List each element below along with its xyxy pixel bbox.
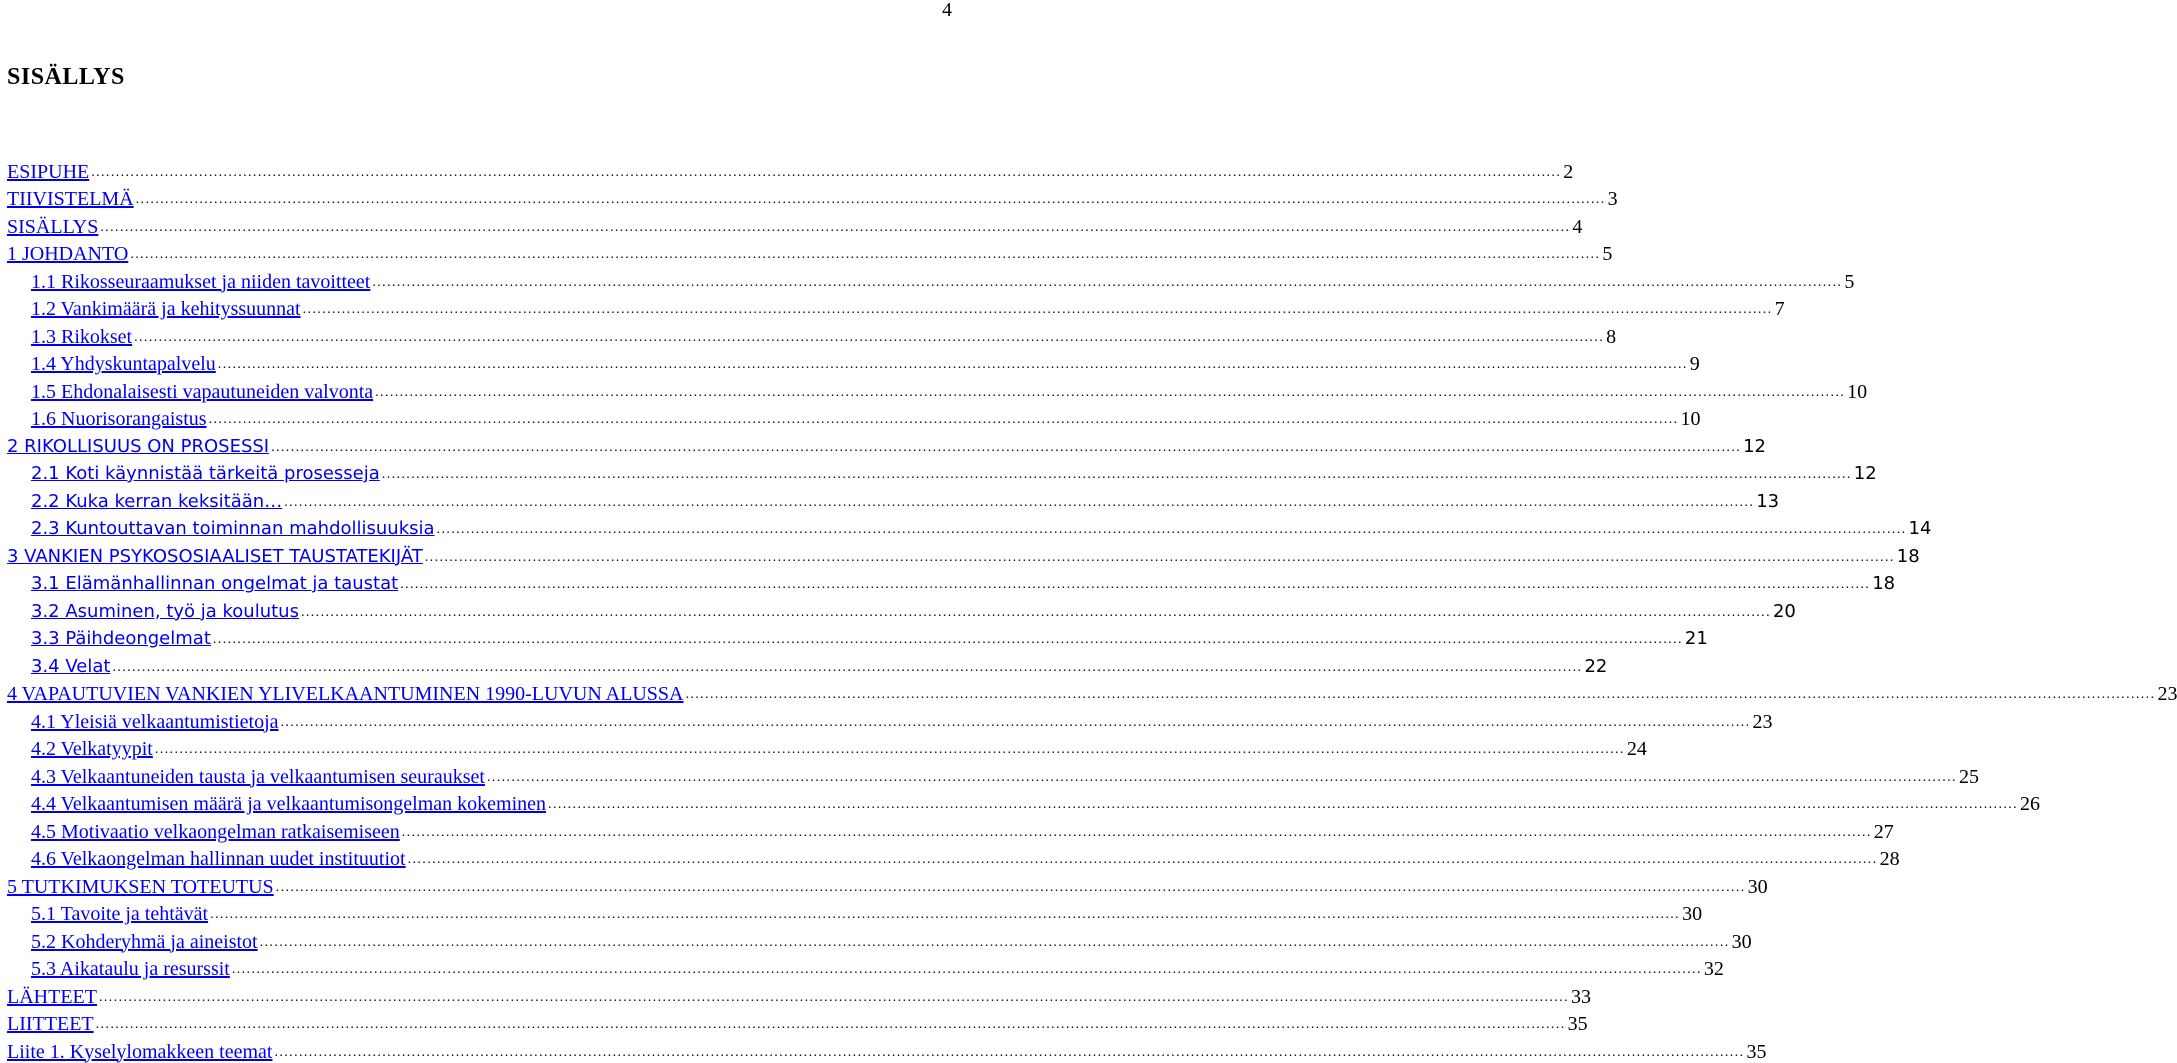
- toc-entry-link[interactable]: 4 VAPAUTUVIEN VANKIEN YLIVELKAANTUMINEN 1990-LUVUN ALUSSA: [7, 683, 684, 705]
- toc-entry-page: 32: [1703, 958, 1724, 980]
- dot-leader: ............................................................................................................................................................................................................................................................................................................: [284, 494, 1755, 510]
- toc-entry-page: 33: [1570, 985, 1591, 1008]
- toc-entry-page: 18: [1896, 545, 1920, 567]
- toc-entry-link[interactable]: 3 VANKIEN PSYKOSOSIAALISET TAUSTATEKIJÄT: [7, 545, 423, 567]
- table-of-contents: [7, 155, 2177, 1063]
- dot-leader: ............................................................................................................................................................................................................................................................................................................: [274, 1044, 1745, 1060]
- toc-entry-page: 12: [1743, 435, 1767, 457]
- toc-entry-link[interactable]: 3.3 Päihdeongelmat: [31, 628, 211, 649]
- dot-leader: ............................................................................................................................................................................................................................................................................................................: [135, 192, 1606, 207]
- toc-entry-page: 30: [1682, 903, 1703, 925]
- toc-entry-link[interactable]: 4.1 Yleisiä velkaantumistietoja: [31, 710, 279, 733]
- dot-leader: ............................................................................................................................................................................................................................................................................................................: [486, 769, 1957, 785]
- toc-entry[interactable]: [7, 458, 1877, 486]
- toc-entry[interactable]: [7, 513, 1932, 541]
- toc-entry-page: 5: [1844, 270, 1855, 293]
- toc-entry-page: 24: [1626, 738, 1647, 760]
- dot-leader: ............................................................................................................................................................................................................................................................................................................: [98, 989, 1569, 1005]
- toc-entry[interactable]: [7, 870, 1768, 898]
- toc-entry-link[interactable]: 3.4 Velat: [31, 655, 111, 677]
- dot-leader: ............................................................................................................................................................................................................................................................................................................: [302, 302, 1773, 317]
- toc-entry[interactable]: [7, 678, 2177, 706]
- page-number: 4: [942, 0, 952, 21]
- toc-entry-page: 22: [1584, 655, 1608, 677]
- toc-entry[interactable]: [7, 238, 1613, 266]
- toc-entry-link[interactable]: 2.2 Kuka kerran keksitään…: [31, 490, 283, 512]
- dot-leader: ............................................................................................................................................................................................................................................................................................................: [95, 1017, 1566, 1032]
- toc-entry[interactable]: [7, 733, 1647, 761]
- toc-entry[interactable]: [7, 265, 1855, 293]
- toc-entry-link[interactable]: 4.6 Velkaongelman hallinnan uudet instituutiot: [31, 848, 406, 870]
- toc-entry-link[interactable]: 1.2 Vankimäärä ja kehityssuunnat: [31, 298, 301, 320]
- dot-leader: ............................................................................................................................................................................................................................................................................................................: [548, 797, 2019, 812]
- toc-entry[interactable]: [7, 815, 1894, 843]
- dot-leader: ............................................................................................................................................................................................................................................................................................................: [436, 522, 1907, 537]
- toc-entry[interactable]: [7, 183, 1618, 211]
- toc-entry[interactable]: [7, 348, 1700, 376]
- toc-entry-page: 10: [1680, 408, 1701, 430]
- toc-entry-link[interactable]: 3.1 Elämänhallinnan ongelmat ja taustat: [31, 573, 399, 594]
- toc-entry-page: 4: [1572, 215, 1583, 238]
- toc-entry-page: 30: [1731, 930, 1752, 953]
- dot-leader: ............................................................................................................................................................................................................................................................................................................: [375, 384, 1846, 400]
- dot-leader: ............................................................................................................................................................................................................................................................................................................: [130, 247, 1601, 262]
- toc-entry[interactable]: [7, 1008, 1588, 1036]
- toc-entry[interactable]: [7, 980, 1591, 1008]
- toc-entry-link[interactable]: Liite 1. Kyselylomakkeen teemat: [7, 1040, 273, 1063]
- toc-entry[interactable]: [7, 540, 1920, 568]
- toc-entry-page: 7: [1774, 298, 1785, 320]
- dot-leader: ............................................................................................................................................................................................................................................................................................................: [381, 467, 1852, 482]
- toc-entry[interactable]: [7, 430, 1767, 458]
- toc-entry[interactable]: [7, 320, 1617, 348]
- toc-entry[interactable]: [7, 155, 1574, 183]
- toc-entry-link[interactable]: 3.2 Asuminen, työ ja koulutus: [31, 600, 299, 622]
- toc-entry-link[interactable]: 1.5 Ehdonalaisesti vapautuneiden valvonta: [31, 380, 374, 403]
- toc-entry[interactable]: [7, 705, 1773, 733]
- toc-entry[interactable]: [7, 925, 1752, 953]
- dot-leader: ............................................................................................................................................................................................................................................................................................................: [154, 742, 1625, 757]
- toc-entry-page: 30: [1747, 875, 1768, 898]
- dot-leader: ............................................................................................................................................................................................................................................................................................................: [217, 357, 1688, 372]
- toc-entry-page: 20: [1772, 600, 1796, 622]
- toc-entry-link[interactable]: 2.1 Koti käynnistää tärkeitä prosesseja: [31, 463, 380, 484]
- dot-leader: ............................................................................................................................................................................................................................................................................................................: [91, 164, 1562, 180]
- toc-entry[interactable]: [7, 595, 1796, 623]
- dot-leader: ............................................................................................................................................................................................................................................................................................................: [208, 412, 1679, 427]
- toc-entry-page: 2: [1563, 160, 1574, 183]
- toc-entry[interactable]: [7, 650, 1608, 678]
- toc-entry-link[interactable]: 1.3 Rikokset: [31, 325, 133, 348]
- dot-leader: ............................................................................................................................................................................................................................................................................................................: [685, 687, 2156, 702]
- dot-leader: ............................................................................................................................................................................................................................................................................................................: [280, 714, 1751, 730]
- toc-entry-page: 12: [1853, 463, 1877, 484]
- toc-entry-page: 35: [1746, 1040, 1767, 1063]
- toc-entry-link[interactable]: LÄHTEET: [7, 985, 97, 1008]
- toc-entry-page: 28: [1879, 848, 1900, 870]
- toc-entry-link[interactable]: 5 TUTKIMUKSEN TOTEUTUS: [7, 875, 274, 898]
- toc-entry[interactable]: [7, 788, 2041, 816]
- toc-entry[interactable]: [7, 210, 1583, 238]
- toc-entry-page: 35: [1567, 1013, 1588, 1035]
- toc-entry-page: 10: [1847, 380, 1868, 403]
- toc-entry-page: 23: [2157, 683, 2177, 705]
- toc-entry[interactable]: [7, 293, 1785, 321]
- toc-entry-page: 27: [1873, 820, 1894, 843]
- dot-leader: ............................................................................................................................................................................................................................................................................................................: [271, 439, 1742, 455]
- toc-entry[interactable]: [7, 760, 1979, 788]
- dot-leader: ............................................................................................................................................................................................................................................................................................................: [231, 962, 1702, 977]
- dot-leader: ............................................................................................................................................................................................................................................................................................................: [212, 632, 1683, 647]
- toc-entry[interactable]: [7, 375, 1868, 403]
- dot-leader: ............................................................................................................................................................................................................................................................................................................: [407, 852, 1878, 867]
- toc-entry[interactable]: [7, 843, 1900, 871]
- toc-entry-page: 21: [1684, 628, 1708, 649]
- dot-leader: ............................................................................................................................................................................................................................................................................................................: [259, 934, 1730, 950]
- toc-entry-link[interactable]: 1.4 Yhdyskuntapalvelu: [31, 353, 216, 375]
- toc-entry-link[interactable]: 2.3 Kuntouttavan toiminnan mahdollisuuksia: [31, 518, 435, 539]
- toc-entry-page: 9: [1689, 353, 1700, 375]
- dot-leader: ............................................................................................................................................................................................................................................................................................................: [134, 329, 1605, 345]
- toc-entry-page: 26: [2020, 793, 2041, 815]
- toc-entry-page: 8: [1606, 325, 1617, 348]
- toc-entry-link[interactable]: ESIPUHE: [7, 160, 90, 183]
- toc-entry-link[interactable]: 5.2 Kohderyhmä ja aineistot: [31, 930, 258, 953]
- toc-entry-page: 5: [1602, 243, 1613, 265]
- toc-entry-link[interactable]: 5.1 Tavoite ja tehtävät: [31, 903, 209, 925]
- page-title: SISÄLLYS: [7, 64, 125, 90]
- dot-leader: ............................................................................................................................................................................................................................................................................................................: [372, 274, 1843, 290]
- toc-entry-page: 25: [1958, 765, 1979, 788]
- toc-entry-link[interactable]: 1 JOHDANTO: [7, 243, 129, 265]
- toc-entry-page: 13: [1756, 490, 1780, 512]
- toc-entry[interactable]: [7, 898, 1703, 926]
- dot-leader: ............................................................................................................................................................................................................................................................................................................: [401, 824, 1872, 840]
- toc-entry[interactable]: [7, 485, 1780, 513]
- toc-entry-link[interactable]: 1.6 Nuorisorangaistus: [31, 408, 207, 430]
- dot-leader: ............................................................................................................................................................................................................................................................................................................: [300, 604, 1771, 620]
- toc-entry-link[interactable]: 4.2 Velkatyypit: [31, 738, 153, 760]
- toc-entry-page: 18: [1872, 573, 1896, 594]
- dot-leader: ............................................................................................................................................................................................................................................................................................................: [424, 549, 1895, 565]
- toc-entry-page: 23: [1752, 710, 1773, 733]
- toc-entry-link[interactable]: SISÄLLYS: [7, 215, 99, 238]
- toc-entry-link[interactable]: 4.4 Velkaantumisen määrä ja velkaantumisongelman kokeminen: [31, 793, 547, 815]
- toc-entry-link[interactable]: 2 RIKOLLISUUS ON PROSESSI: [7, 435, 270, 457]
- toc-entry[interactable]: [7, 953, 1724, 981]
- toc-entry[interactable]: [7, 1035, 1767, 1063]
- toc-entry-page: 3: [1607, 188, 1618, 210]
- toc-entry-page: 14: [1908, 518, 1932, 539]
- toc-entry[interactable]: [7, 403, 1701, 431]
- dot-leader: ............................................................................................................................................................................................................................................................................................................: [275, 879, 1746, 895]
- dot-leader: ............................................................................................................................................................................................................................................................................................................: [100, 219, 1571, 235]
- dot-leader: ............................................................................................................................................................................................................................................................................................................: [210, 907, 1681, 922]
- dot-leader: ............................................................................................................................................................................................................................................................................................................: [112, 659, 1583, 675]
- dot-leader: ............................................................................................................................................................................................................................................................................................................: [400, 577, 1871, 592]
- toc-entry[interactable]: [7, 568, 1896, 596]
- toc-entry-link[interactable]: 1.1 Rikosseuraamukset ja niiden tavoitteet: [31, 270, 371, 293]
- toc-entry[interactable]: [7, 623, 1708, 651]
- toc-entry-link[interactable]: 5.3 Aikataulu ja resurssit: [31, 958, 230, 980]
- toc-entry-link[interactable]: TIIVISTELMÄ: [7, 188, 134, 210]
- toc-entry-link[interactable]: 4.5 Motivaatio velkaongelman ratkaisemiseen: [31, 820, 400, 843]
- toc-entry-link[interactable]: LIITTEET: [7, 1013, 94, 1035]
- toc-entry-link[interactable]: 4.3 Velkaantuneiden tausta ja velkaantumisen seuraukset: [31, 765, 485, 788]
